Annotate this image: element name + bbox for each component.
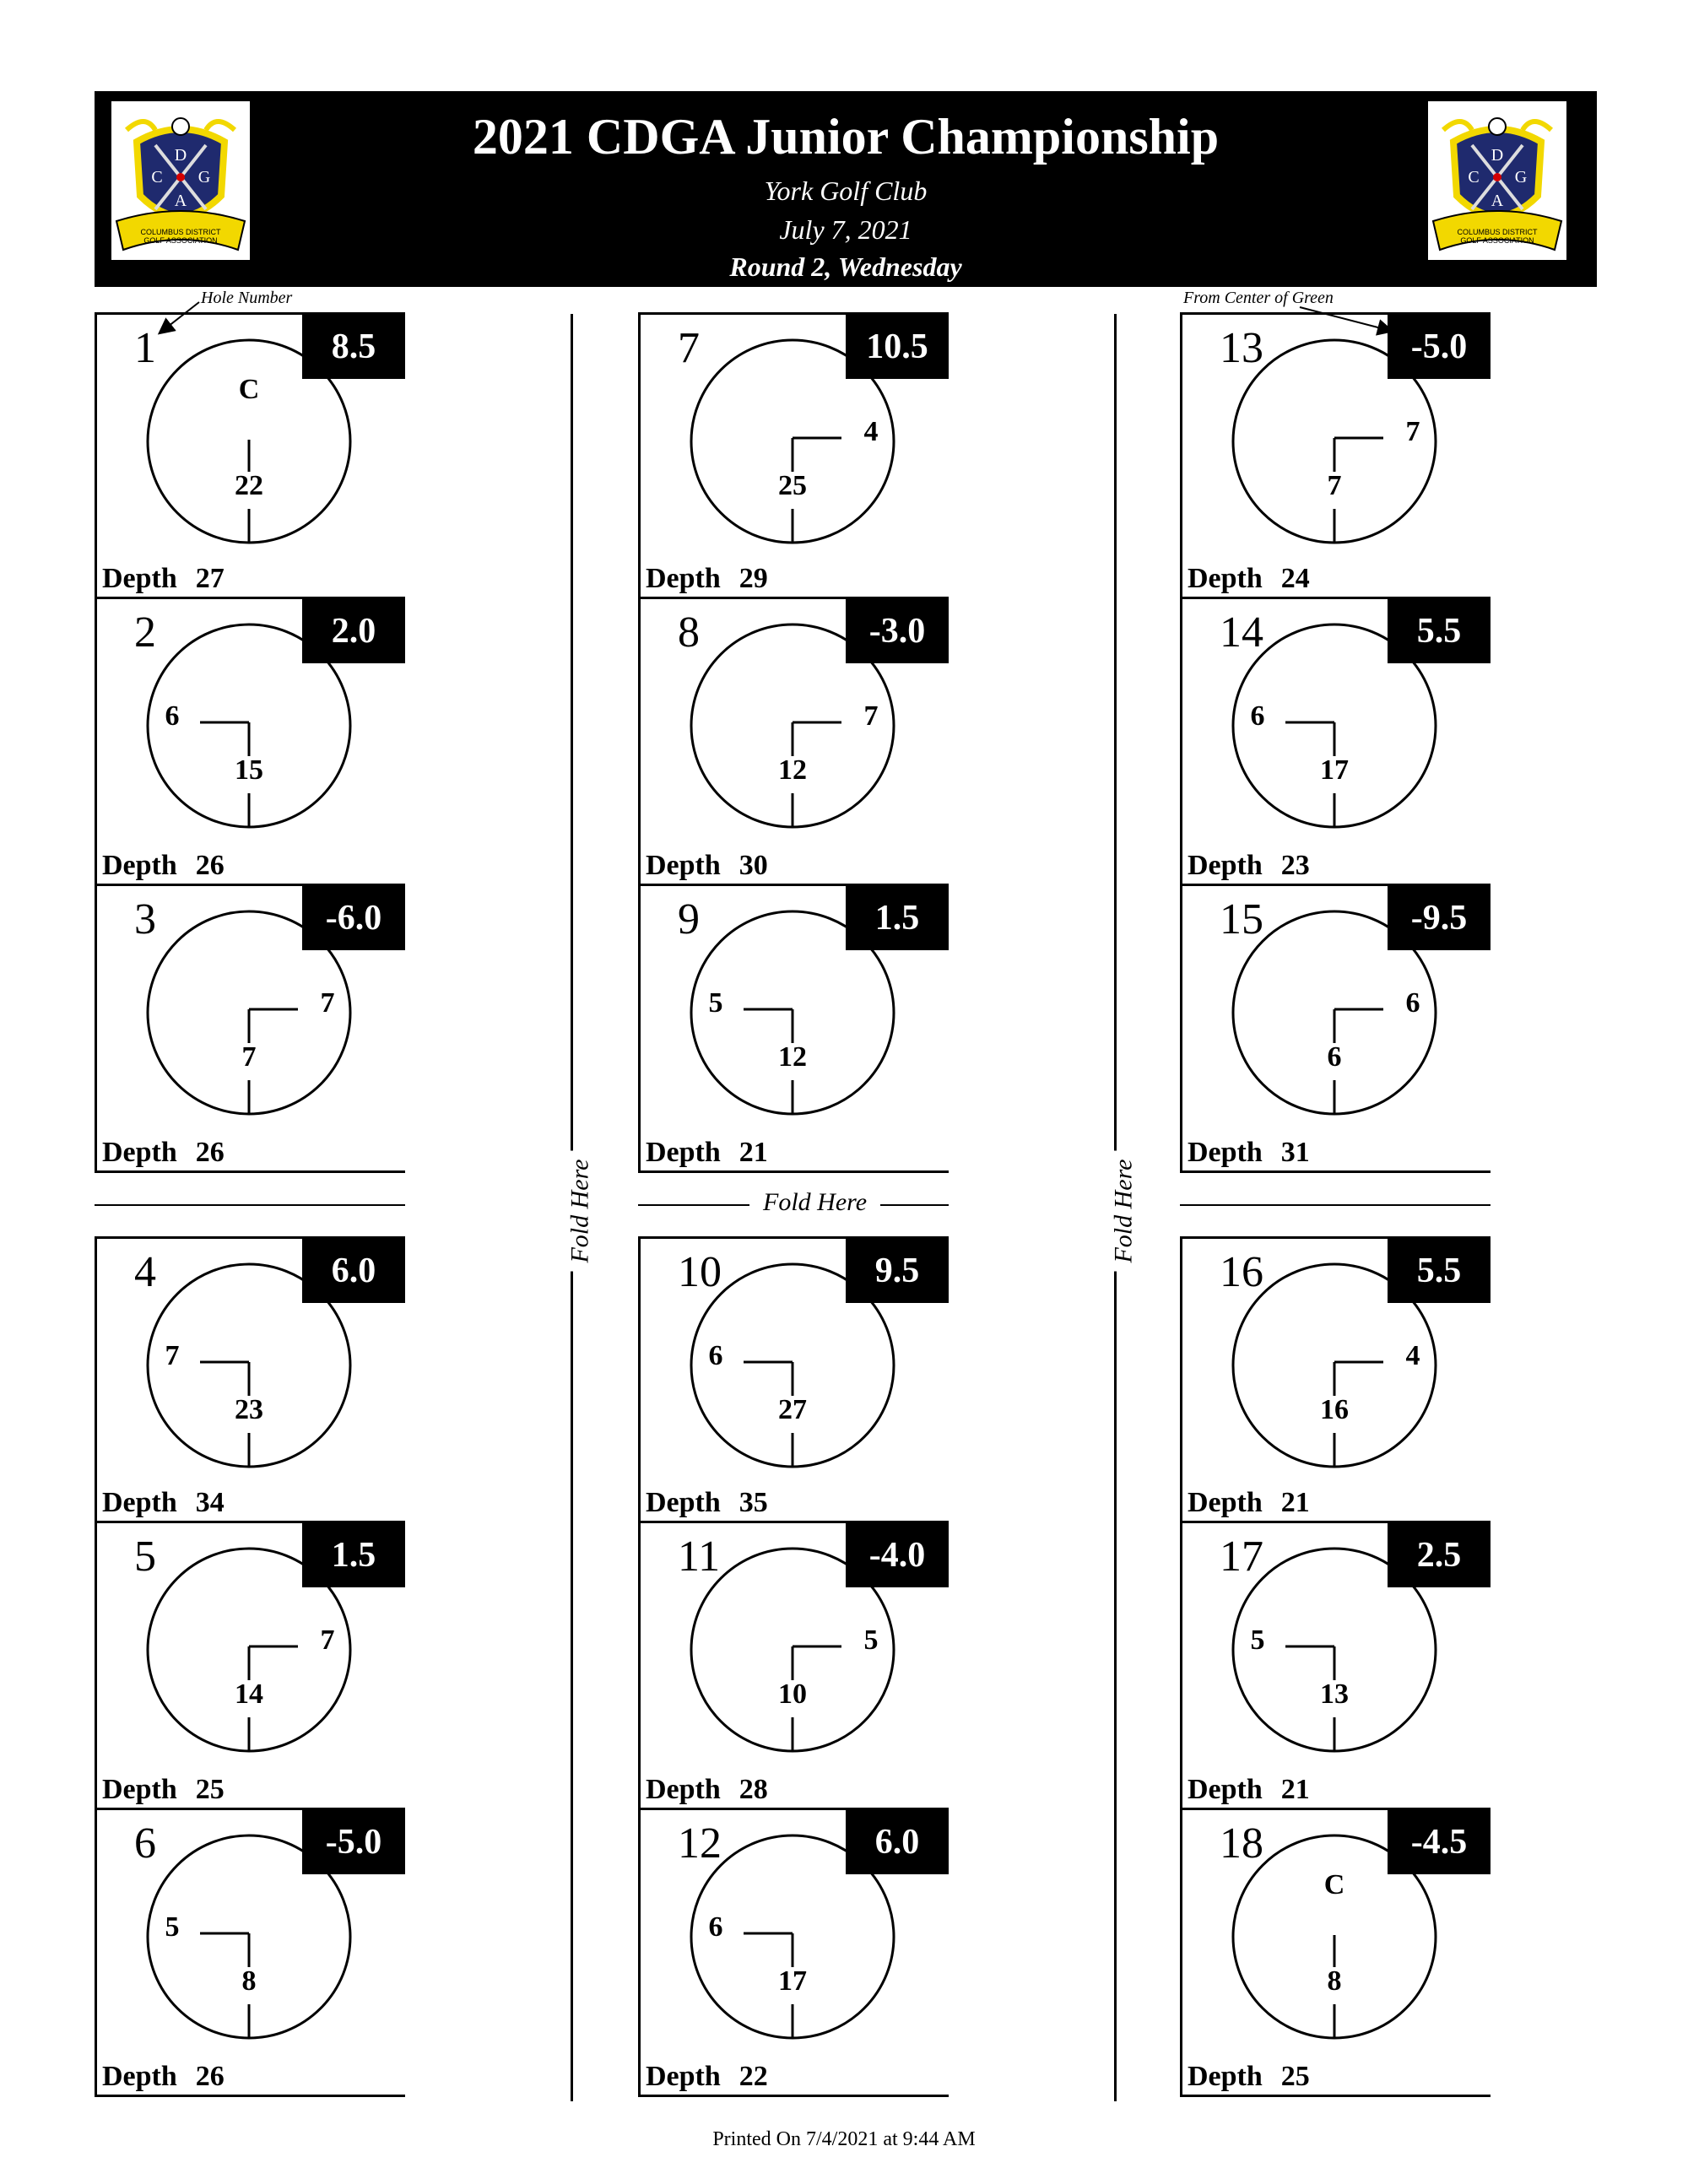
pin-back-distance: 12 [778,754,807,786]
hole-card [1180,1523,1491,1810]
depth-value: 22 [738,2061,768,2092]
depth-row [102,1774,225,1806]
hole-number: 10 [678,1248,722,1296]
svg-text:C: C [151,168,163,187]
hole-card [638,886,949,1173]
hole-card [1180,1810,1491,2097]
depth-label: Depth [646,1487,721,1518]
club-name: York Golf Club [764,176,928,206]
svg-text:COLUMBUS DISTRICT: COLUMBUS DISTRICT [140,228,221,236]
depth-row [1188,1137,1310,1169]
depth-label: Depth [1188,563,1263,594]
pin-back-distance: 17 [778,1965,807,1997]
pin-back-distance: 23 [235,1394,263,1425]
hole-number: 14 [1220,608,1263,657]
hole-score-badge: 9.5 [846,1239,949,1303]
pin-back-distance: 12 [778,1041,807,1073]
hole-score-badge: 5.5 [1388,1239,1491,1303]
hole-number: 3 [134,895,156,943]
pin-back-distance: 7 [241,1041,257,1073]
hole-score-badge: -4.5 [1388,1810,1491,1874]
hole-card [638,312,949,599]
pin-side-distance: 4 [1405,1340,1420,1371]
depth-label: Depth [1188,850,1263,881]
depth-row [102,2061,225,2093]
svg-text:A: A [1491,192,1504,210]
fold-label-middle: Fold Here [749,1188,880,1217]
pin-side-distance: 5 [1250,1624,1265,1656]
hole-number: 9 [678,895,700,943]
hole-score-badge: 10.5 [846,315,949,379]
cdga-logo-right [1428,101,1566,260]
pin-side-distance: 4 [863,416,879,447]
hole-score-badge: -9.5 [1388,886,1491,950]
hole-card [1180,1236,1491,1523]
hole-card [1180,312,1491,599]
svg-text:C: C [1468,168,1480,187]
from-center-note: From Center of Green [1183,289,1334,307]
depth-row [102,1487,225,1519]
pin-side-distance: 5 [708,987,723,1019]
pin-side-distance: 6 [1405,987,1420,1019]
hole-score-badge: 1.5 [846,886,949,950]
depth-label: Depth [1188,1487,1263,1518]
championship-title: 2021 CDGA Junior Championship [472,109,1220,165]
depth-value: 21 [1280,1487,1310,1518]
depth-value: 23 [1280,850,1310,881]
pin-side-distance: 5 [863,1624,879,1656]
hole-card [95,599,405,886]
hole-number: 11 [678,1533,721,1581]
depth-value: 27 [195,563,225,594]
hole-card [95,1810,405,2097]
hole-number: 7 [678,324,700,372]
event-date: July 7, 2021 [779,214,912,245]
pin-back-distance: 6 [1327,1041,1342,1073]
pin-back-distance: 8 [1327,1965,1342,1997]
svg-text:A: A [174,192,187,210]
hole-number: 5 [134,1533,156,1581]
hole-score-badge: 6.0 [846,1810,949,1874]
depth-row [646,563,768,595]
depth-row [1188,1487,1310,1519]
hole-number: 4 [134,1248,156,1296]
pin-side-distance: 6 [708,1340,723,1371]
depth-row [1188,850,1310,882]
hole-number: 18 [1220,1819,1263,1868]
hole-number: 16 [1220,1248,1263,1296]
depth-label: Depth [1188,1774,1263,1805]
depth-label: Depth [646,1774,721,1805]
pin-back-distance: 8 [241,1965,257,1997]
hole-card [638,1523,949,1810]
hole-card [1180,886,1491,1173]
hole-number: 17 [1220,1533,1263,1581]
depth-label: Depth [102,563,177,594]
hole-card [95,886,405,1173]
depth-row [1188,2061,1310,2093]
pin-back-distance: 22 [235,470,263,501]
depth-row [102,1137,225,1169]
pin-center-label: C [1323,1869,1345,1900]
hole-number: 15 [1220,895,1263,943]
pin-side-distance: 7 [320,987,335,1019]
pin-side-distance: 5 [165,1911,180,1943]
svg-text:GOLF ASSOCIATION: GOLF ASSOCIATION [143,236,218,245]
hole-number-note: Hole Number [201,289,293,307]
depth-value: 21 [1280,1774,1310,1805]
hole-number: 13 [1220,324,1263,372]
hole-score-badge: -4.0 [846,1523,949,1587]
depth-value: 31 [1280,1137,1310,1168]
hole-score-badge: -6.0 [302,886,405,950]
svg-text:COLUMBUS DISTRICT: COLUMBUS DISTRICT [1457,228,1538,236]
hole-score-badge: 6.0 [302,1239,405,1303]
hole-number: 12 [678,1819,722,1868]
hole-score-badge: 2.5 [1388,1523,1491,1587]
svg-text:G: G [197,168,211,187]
depth-row [646,1774,768,1806]
depth-value: 25 [1280,2061,1310,2092]
depth-row [646,1137,768,1169]
depth-label: Depth [102,1487,177,1518]
svg-text:GOLF ASSOCIATION: GOLF ASSOCIATION [1460,236,1534,245]
depth-label: Depth [646,850,721,881]
hole-score-badge: 5.5 [1388,599,1491,663]
depth-row [1188,563,1310,595]
depth-value: 30 [738,850,768,881]
depth-value: 25 [195,1774,225,1805]
svg-text:D: D [174,146,187,165]
hole-score-badge: -3.0 [846,599,949,663]
hole-card [638,1236,949,1523]
pin-back-distance: 17 [1320,754,1349,786]
hole-score-badge: 2.0 [302,599,405,663]
depth-label: Depth [646,2061,721,2092]
hole-score-badge: -5.0 [1388,315,1491,379]
pin-back-distance: 7 [1327,470,1342,501]
depth-value: 28 [738,1774,768,1805]
depth-row [102,850,225,882]
depth-label: Depth [102,1774,177,1805]
fold-line-h-right [1180,1204,1491,1206]
depth-row [102,563,225,595]
pin-back-distance: 25 [778,470,807,501]
pin-side-distance: 6 [708,1911,723,1943]
printed-timestamp: Printed On 7/4/2021 at 9:44 AM [712,2128,976,2150]
pin-back-distance: 13 [1320,1679,1349,1710]
fold-line-h-left [95,1204,405,1206]
pin-side-distance: 7 [863,700,879,732]
depth-row [646,1487,768,1519]
cdga-shield-icon [1428,101,1566,260]
hole-card [95,1523,405,1810]
hole-number: 6 [134,1819,156,1868]
depth-label: Depth [102,2061,177,2092]
depth-value: 26 [195,850,225,881]
depth-value: 34 [195,1487,225,1518]
depth-row [1188,1774,1310,1806]
depth-value: 26 [195,2061,225,2092]
pin-side-distance: 7 [1405,416,1420,447]
pin-side-distance: 7 [320,1624,335,1656]
depth-value: 35 [738,1487,768,1518]
depth-value: 26 [195,1137,225,1168]
hole-number: 1 [134,324,156,372]
pin-back-distance: 27 [778,1394,807,1425]
round-label: Round 2, Wednesday [729,251,962,282]
depth-label: Depth [1188,1137,1263,1168]
depth-row [646,2061,768,2093]
fold-label-left: Fold Here [566,1150,595,1271]
hole-score-badge: 1.5 [302,1523,405,1587]
depth-label: Depth [646,563,721,594]
hole-card [638,1810,949,2097]
pin-back-distance: 15 [235,754,263,786]
pin-back-distance: 16 [1320,1394,1349,1425]
pin-side-distance: 7 [165,1340,180,1371]
depth-label: Depth [102,850,177,881]
pin-side-distance: 6 [1250,700,1265,732]
hole-number: 8 [678,608,700,657]
pin-center-label: C [238,374,260,405]
depth-value: 29 [738,563,768,594]
depth-value: 24 [1280,563,1310,594]
pin-back-distance: 14 [235,1679,263,1710]
hole-card [95,312,405,599]
hole-card [638,599,949,886]
fold-label-right: Fold Here [1110,1150,1139,1271]
hole-score-badge: -5.0 [302,1810,405,1874]
hole-score-badge: 8.5 [302,315,405,379]
depth-label: Depth [102,1137,177,1168]
depth-row [646,850,768,882]
depth-label: Depth [646,1137,721,1168]
hole-card [95,1236,405,1523]
svg-text:G: G [1514,168,1528,187]
header-banner [95,91,1597,287]
hole-number: 2 [134,608,156,657]
depth-value: 21 [738,1137,768,1168]
pin-side-distance: 6 [165,700,180,732]
pin-back-distance: 10 [778,1679,807,1710]
svg-text:D: D [1491,146,1504,165]
hole-card [1180,599,1491,886]
depth-label: Depth [1188,2061,1263,2092]
